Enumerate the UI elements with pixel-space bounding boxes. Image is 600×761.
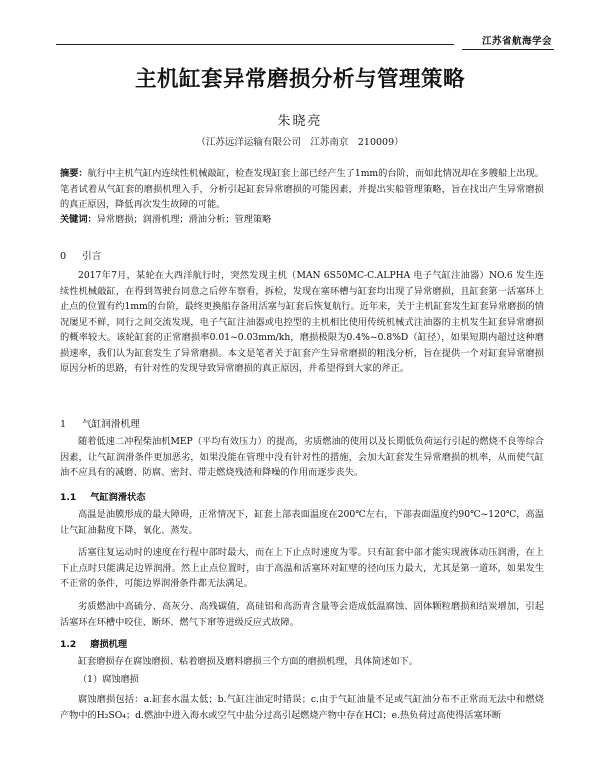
abstract-text: 航行中主机气缸内连续性机械敲缸，检查发现缸套上部已经产生了1mm的台阶，而如此情况却在多艘船上出现。笔者试着从气缸套的磨损机理入手，分析引起缸套异常磨损的可能因素，并提出实船管理策略，旨在找出产生异常磨损的真正原因，降低再次发生故障的可能。: [60, 168, 544, 210]
abstract-label: 摘要：: [60, 168, 88, 179]
keywords: [60, 212, 544, 228]
keywords-label: 关键词：: [60, 214, 97, 225]
section-1-1-heading: 1.1 气缸润滑状态: [60, 492, 146, 503]
section-1-2-subheading: （1）腐蚀磨损: [78, 674, 139, 685]
section-1-2-paragraph-1: 缸套磨损存在腐蚀磨损、粘着磨损及磨料磨损三个方面的磨损机理，具体简述如下。: [78, 656, 418, 667]
abstract: [60, 166, 544, 213]
section-0-heading: 0 引言: [60, 251, 102, 262]
section-1-heading: 1 气缸润滑机理: [60, 419, 140, 430]
section-1-2-heading: 1.2 磨损机理: [60, 639, 128, 650]
section-1-1-paragraph-3: 劣质燃油中高硫分、高灰分、高残碳值，高硅铝和高沥青含量等会造成低温腐蚀、固体颗粒磨损和结炭增加，引起活塞环在环槽中咬住、断环、燃气下窜等进级反应式故障。: [60, 601, 544, 628]
journal-name: 江苏省航海学会: [481, 36, 552, 47]
keywords-text: 异常磨损；润滑机理；滑油分析；管理策略: [96, 214, 272, 225]
article-title: 主机缸套异常磨损分析与管理策略: [134, 67, 465, 92]
author-affiliation: （江苏远洋运输有限公司 江苏南京 210009）: [196, 137, 404, 148]
author-name: 朱晓亮: [277, 114, 323, 129]
header-rule: [56, 44, 454, 45]
section-1-2-paragraph-2: 腐蚀磨损包括：a.缸套水温太低；b.气缸注油定时错误；c.由于气缸油量不足或气缸油分布不正常而无法中和燃烧产物中的H₂SO₄；d.燃油中进入海水或空气中盐分过高引起燃烧产物中存在HCl；e.热负荷过高使得活塞环断: [60, 694, 544, 721]
section-0-paragraph: 2017年7月，某轮在大西洋航行时，突然发现主机（MAN 6S50MC-C.ALPHA 电子气缸注油器）NO.6 发生连续性机械敲缸，在得到驾驶台同意之后停车察看，拆检，发现在塞环槽与缸套均出现了异常磨损，且缸套第一活塞环上止点的位置有约1mm的台阶，最终更换船存备用活塞与缸套后恢复航行。近年来，关于主机缸套发生缸套异常磨损的情况屡见不鲜，同行之间交流发现，电子气缸注油器或电控型的主机相比使用传统机械式注油器的主机发生缸套异常磨损的概率较大。该轮缸套的正常磨损率0.01~0.03mm/kh，磨损极限为0.4%~0.8%D（缸径），如果短期内超过这种磨损速率，我们认为缸套发生了异常磨损。本文是笔者关于缸套产生异常磨损的粗浅分析，旨在提供一个对缸套异常磨损原因分析的思路，有针对性的发现导致异常磨损的真正原因，并希望得到大家的斧正。: [60, 270, 544, 374]
section-1-1-paragraph-2: 活塞往复运动时的速度在行程中部时最大，而在上下止点时速度为零。只有缸套中部才能实现液体动压润滑，在上下止点时只能满足边界润滑。然上止点位置时，由于高温和活塞环对缸壁的径向压力最大，尤其是第一道环，如果发生不正常的条件，可能边界润滑条件都无法满足。: [60, 547, 544, 589]
header-rule-short: [462, 49, 554, 50]
section-1-1-paragraph-1: 高温是油膜形成的最大障碍，正常情况下，缸套上部表面温度在200℃左右，下部表面温度约90℃~120℃，高温让气缸油黏度下降，氧化、蒸发。: [60, 509, 544, 536]
section-1-paragraph: 随着低速二冲程柴油机MEP（平均有效压力）的提高，劣质燃油的使用以及长期低负荷运行引起的燃烧不良等综合因素，让气缸润滑条件更加恶劣，如果没能在管理中没有针对性的措施，会加大缸套发生异常磨损的机率，从而使气缸油不应具有的减磨、防腐、密封、带走燃烧残渣和降噪的作用而逐步丧失。: [60, 436, 544, 478]
